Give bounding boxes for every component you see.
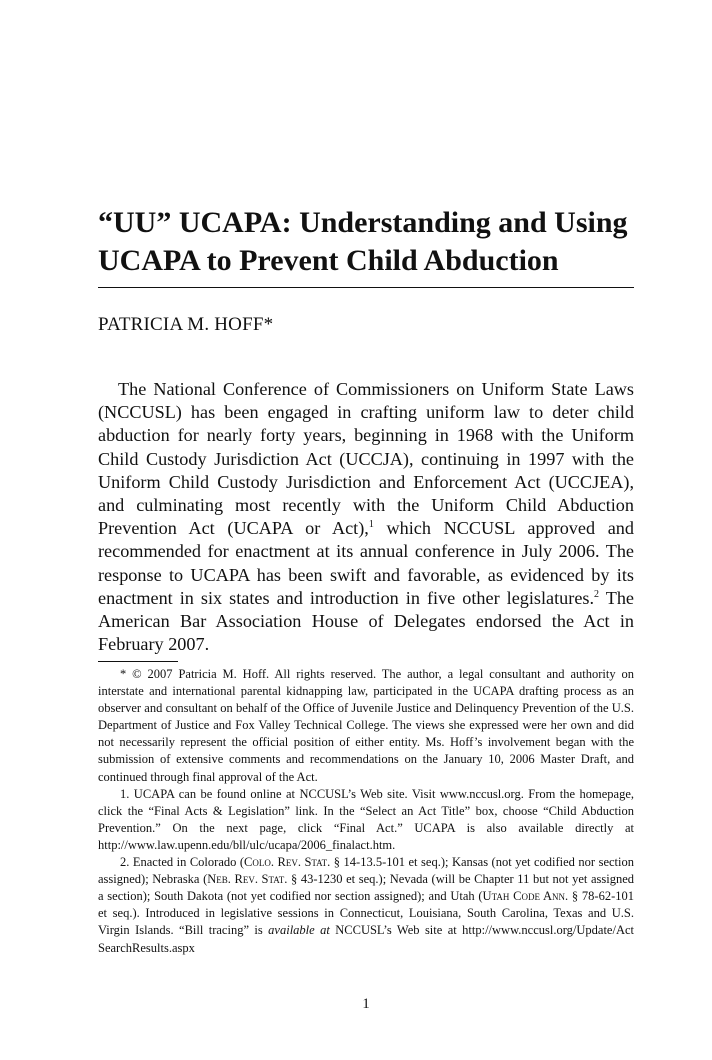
footnote-star: * © 2007 Patricia M. Hoff. All rights reserved. The author, a legal consultant and authority on interstate and international parental kidnapping law, participated in the UCAPA drafting process as an observer and consultant on behalf of the Office of Juvenile Justice and Delinquency Prevention of the U.S. Department of Justice and Fox Valley Technical College. The views she expressed were her own and did not necessarily represent the official position of either entity. Ms. Hoff’s involvement began with the submission of extensive comments and recommendations on the January 10, 2006 Master Draft, and continued through final approval of the Act. <box>98 667 634 784</box>
citation-colorado: Colo. Rev. Stat. <box>244 855 331 870</box>
article-title: “UU” UCAPA: Understanding and Using UCAPA to Prevent Child Abduction <box>98 206 628 277</box>
footnote-ref-1: 1 <box>368 519 374 531</box>
footnote-rule <box>98 661 178 662</box>
citation-utah: Utah Code Ann. <box>482 889 569 904</box>
page-number: 1 <box>362 996 370 1012</box>
body-paragraph <box>98 378 634 656</box>
author-name: PATRICIA M. HOFF* <box>98 314 274 335</box>
footnote-1: 1. UCAPA can be found online at NCCUSL’s Web site. Visit www.nccusl.org. From the homepage, click the “Final Acts & Legislation” link. In the “Select an Act Title” box, choose “Child Abduction Prevention.” On the next page, click “Final Act.” UCAPA is also available directly at http://www.law.upenn.edu/bll/ulc/ucapa/2006_finalact.htm. <box>98 786 634 852</box>
italic-available-at: available at <box>268 923 330 938</box>
footnote-2: 2. Enacted in Colorado (Colo. Rev. Stat. § 14-13.5-101 et seq.); Kansas (not yet codified nor section assigned); Nebraska (Neb. Rev. Stat. § 43-1230 et seq.); Nevada (will be Chapter 11 but not yet assigned a section); South Dakota (not yet codified nor section assigned); and Utah (Utah Code Ann. § 78-62-101 et seq.). Introduced in legislative sessions in Connecticut, Louisiana, South Carolina, Texas and U.S. Virgin Islands. “Bill tracing” is available at NCCUSL’s Web site at http://www.nccusl.org/Update/Act SearchResults.aspx <box>98 855 635 955</box>
citation-nebraska: Neb. Rev. Stat. <box>207 872 288 887</box>
title-rule <box>98 287 634 288</box>
body-text-a: The National Conference of Commissioners on Uniform State Laws (NCCUSL) has been engaged in crafting uniform law to deter child abduction for nearly forty years, beginning in 1968 with the Uniform Child Custody Jurisdiction Act (UCCJA), continuing in 1997 with the Uniform Child Custody Jurisdiction and Enforcement Act (UCCJEA), and culminating most recently with the Uniform Child Abduction Prevention Act (UCAPA or Act), <box>98 379 634 539</box>
body-text-b: which NCCUSL approved and recommended for enactment at its annual conference in July 2006. The response to UCAPA has been swift and favorable, as evidenced by its enactment in six states and introduction in five other legislatures. <box>98 518 634 608</box>
footnotes <box>98 666 634 957</box>
footnote-ref-2: 2 <box>594 588 600 600</box>
body-text-c: The American Bar Association House of Delegates endorsed the Act in February 2007. <box>98 587 634 655</box>
